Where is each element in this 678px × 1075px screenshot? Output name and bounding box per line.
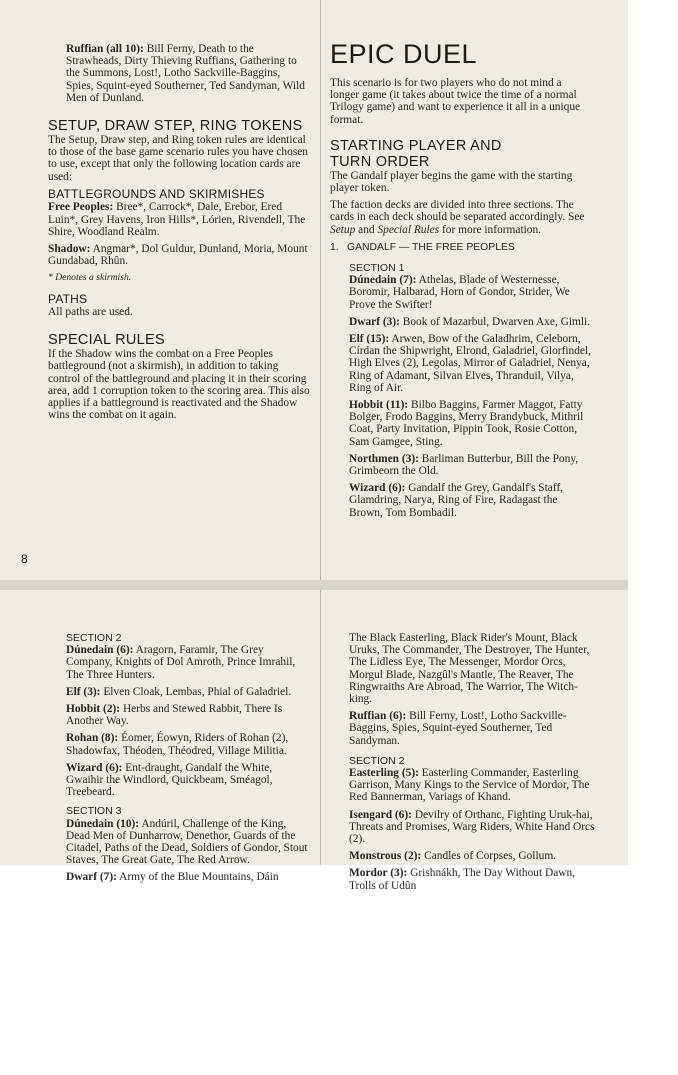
card-entry	[349, 867, 597, 891]
decks-text-a: The faction decks are divided into three sections. The cards in each deck should be separated accordingly. See	[330, 199, 585, 224]
setup-text: The Setup, Draw step, and Ring token rules are identical to those of the base game scenario rules you have chosen to use, except that only the following location cards are used:	[48, 134, 308, 183]
card-entry	[349, 399, 592, 448]
entry-label: Dúnedain (7):	[349, 274, 417, 287]
decks-text-c: for more information.	[439, 223, 542, 236]
paths-heading: PATHS	[48, 291, 88, 306]
section2-title: SECTION 2	[349, 754, 405, 767]
section1-block	[349, 262, 592, 519]
battlegrounds-heading: BATTLEGROUNDS AND SKIRMISHES	[48, 186, 265, 201]
entry-label: Dwarf (7):	[66, 871, 117, 884]
free-peoples-label: Free Peoples:	[48, 201, 114, 214]
entry-label: Wizard (6):	[66, 761, 123, 774]
section2-title: SECTION 2	[66, 632, 122, 644]
card-entry	[66, 644, 312, 681]
paths-text: All paths are used.	[48, 306, 133, 319]
card-entry	[349, 333, 592, 394]
entry-label: Elf (3):	[66, 685, 101, 698]
setup-heading: SETUP, DRAW STEP, RING TOKENS	[48, 118, 303, 135]
page-title: EPIC DUEL	[330, 39, 478, 69]
numbered-item	[330, 242, 592, 254]
intro-text: This scenario is for two players who do not mind a longer game (it takes about twice the time of a normal Trilogy game) and want to experience it all in a unique format.	[330, 77, 581, 126]
page-separator	[0, 580, 628, 590]
top-spread	[0, 0, 628, 580]
card-entry	[349, 274, 592, 311]
section3-title: SECTION 3	[66, 805, 122, 818]
entry-text: Andúril, Challenge of the King, Dead Men of Dunharrow, Denethor, Guards of the Citadel, Paths of the Dead, Soldiers of Gondor, Stout Staves, The Great Gate, The Red Arrow.	[66, 817, 308, 867]
card-entry	[349, 453, 592, 477]
entry-text: Candles of Corpses, Gollum.	[421, 850, 557, 863]
special-rules-reference: Special Rules	[377, 223, 440, 236]
page-gutter	[320, 590, 321, 865]
entry-label: Monstrous (2):	[349, 850, 422, 863]
entry-text: Easterling Commander, Easterling Garrison, Many Kings to the Service of Mordor, The Red Bannerman, Variags of Khand.	[349, 767, 590, 804]
left-page-column	[48, 43, 310, 426]
entry-text: Ent-draught, Gandalf the White, Gwaihir the Windlord, Quickbeam, Sméagol, Treebeard.	[66, 761, 273, 799]
entry-label: Northmen (3):	[349, 452, 419, 465]
section1-title: SECTION 1	[349, 262, 405, 275]
bottom-spread	[0, 590, 628, 892]
starting-heading-line1: STARTING PLAYER AND	[330, 137, 502, 154]
bottom-left-column	[66, 632, 312, 889]
ruffian-paragraph	[66, 43, 310, 104]
ruffian-label: Ruffian (all 10):	[66, 43, 144, 55]
card-entry	[349, 482, 592, 519]
entry-text: Book of Mazarbul, Dwarven Axe, Gimli.	[399, 315, 591, 328]
ruffian-text: Bill Ferny, Death to the Strawheads, Dirty Thieving Ruffians, Gathering to the Summons, Lost!, Lotho Sackville-Baggins, Spies, Squint-eyed Southerner, Ted Sandyman, Wild Men of Dunland.	[66, 43, 305, 104]
card-entry	[66, 762, 312, 799]
entry-label: Rohan (8):	[66, 732, 119, 745]
card-entry	[349, 767, 597, 804]
entry-label: Dwarf (3):	[349, 315, 400, 328]
entry-text: Éomer, Éowyn, Riders of Rohan (2), Shadowfax, Théoden, Théodred, Village Militia.	[66, 732, 289, 757]
card-entry	[66, 703, 312, 727]
entry-text: Athelas, Blade of Westernesse, Boromir, Halbarad, Horn of Gondor, Strider, We Prove the Swifter!	[349, 274, 570, 311]
card-entry	[66, 732, 312, 756]
decks-text	[330, 199, 592, 236]
entry-label: Ruffian (6):	[349, 710, 407, 723]
entry-text: Barliman Butterbur, Bill the Pony, Grimbeorn the Old.	[349, 452, 579, 478]
card-entry	[66, 818, 312, 867]
page-gutter	[320, 0, 321, 580]
special-rules-text: If the Shadow wins the combat on a Free Peoples battleground (not a skirmish), in addition to taking control of the battleground and placing it in their scoring area, add 1 corruption token to the scoring area. This also applies if a battleground is reactivated and the Shadow wins the combat on it again.	[48, 348, 310, 422]
item-number: 1.	[330, 241, 339, 253]
card-entry	[66, 686, 312, 698]
page-number: 8	[21, 552, 28, 566]
decks-text-b: and	[355, 223, 378, 236]
entry-label: Mordor (3):	[349, 867, 408, 880]
entry-text: Elven Cloak, Lembas, Phial of Galadriel.	[100, 685, 292, 698]
continuation-text: The Black Easterling, Black Rider's Mount, Black Uruks, The Commander, The Destroyer, The Hunter, The Lidless Eye, The Messenger, Mordor Orcs, Morgul Blade, Nazgûl's Mantle, The Reaver, The Ringwraiths Are Abroad, The Warrior, The Witch-king.	[349, 632, 590, 706]
entry-text: Devilry of Orthanc, Fighting Uruk-hai, Threats and Promises, Warg Riders, White Hand Orcs (2).	[349, 808, 595, 846]
entry-text: Aragorn, Faramir, The Grey Company, Knights of Dol Amroth, Prince Imrahil, The Three Hunters.	[66, 644, 296, 681]
entry-label: Hobbit (11):	[349, 399, 409, 412]
free-peoples-paragraph	[48, 201, 310, 238]
setup-reference: Setup	[330, 223, 356, 236]
starting-heading-line2: TURN ORDER	[330, 153, 430, 170]
entry-label: Easterling (5):	[349, 767, 419, 780]
entry-text: Bilbo Baggins, Farmer Maggot, Fatty Bolger, Frodo Baggins, Merry Brandybuck, Mithril Coat, Party Invitation, Pippin Took, Rosie Cotton, Sam Gamgee, Sting.	[349, 399, 584, 448]
free-peoples-text: Bree*, Carrock*, Dale, Erebor, Ered Luin*, Grey Havens, Iron Hills*, Lórien, Rivendell, The Shire, Woodland Realm.	[48, 201, 306, 238]
entry-text: Herbs and Stewed Rabbit, There Is Another Way.	[66, 703, 283, 728]
entry-label: Wizard (6):	[349, 482, 406, 495]
entry-text: Gandalf the Grey, Gandalf's Staff, Glamdring, Narya, Ring of Fire, Radagast the Brown, Tom Bombadil.	[349, 482, 564, 519]
card-entry	[349, 809, 597, 846]
entry-text: Army of the Blue Mountains, Dáin	[116, 871, 279, 884]
entry-label: Isengard (6):	[349, 808, 412, 821]
right-page-column	[330, 40, 592, 524]
entry-text: Arwen, Bow of the Galadhrim, Celeborn, Círdan the Shipwright, Elrond, Galadriel, Glorfindel, High Elves (2), Legolas, Mirror of Galadriel, Nenya, Ring of Adamant, Silvan Elves, Thranduil, Vilya, Ring of Air.	[349, 333, 592, 394]
shadow-label: Shadow:	[48, 242, 91, 255]
entry-text: Bill Ferny, Lost!, Lotho Sackville-Baggins, Spies, Squint-eyed Southerner, Ted Sandyman.	[349, 710, 567, 747]
item-title: GANDALF — THE FREE PEOPLES	[347, 241, 515, 253]
starting-text: The Gandalf player begins the game with the starting player token.	[330, 169, 573, 195]
shadow-paragraph	[48, 243, 310, 267]
skirmish-footnote: * Denotes a skirmish.	[48, 272, 132, 284]
shadow-text: Angmar*, Dol Guldur, Dunland, Moria, Mount Gundabad, Rhûn.	[48, 242, 308, 268]
card-entry	[349, 710, 597, 747]
entry-label: Elf (15):	[349, 333, 390, 346]
special-rules-heading: SPECIAL RULES	[48, 332, 165, 349]
card-entry	[349, 850, 597, 862]
card-entry	[66, 871, 312, 883]
entry-label: Hobbit (2):	[66, 703, 121, 716]
entry-label: Dúnedain (10):	[66, 817, 140, 830]
bottom-right-column	[349, 632, 597, 897]
card-entry	[349, 316, 592, 328]
entry-label: Dúnedain (6):	[66, 644, 134, 657]
entry-text: Grishnákh, The Day Without Dawn, Trolls of Udûn	[349, 867, 576, 892]
